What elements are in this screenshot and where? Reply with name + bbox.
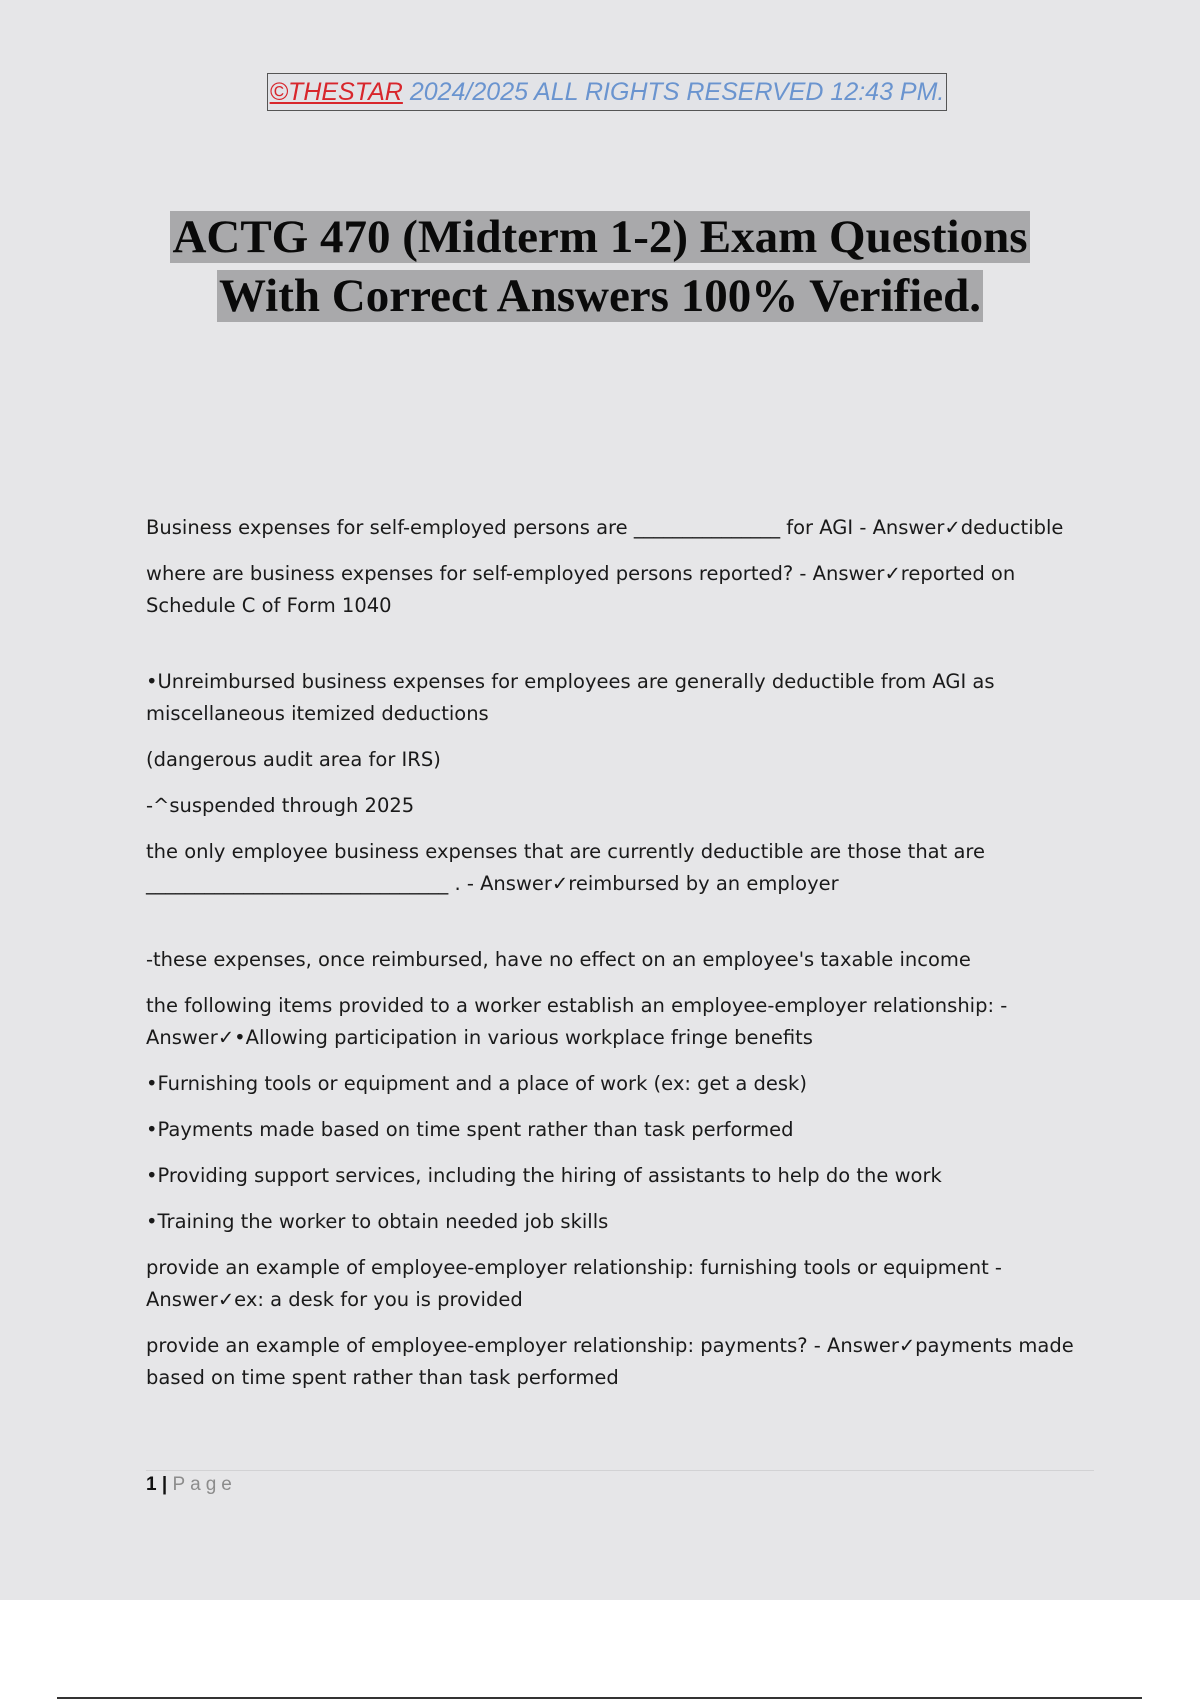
paragraph: provide an example of employee-employer relationship: furnishing tools or equipment - Answer✓ex: a desk for you is provided <box>146 1256 1002 1311</box>
paragraph: •Training the worker to obtain needed job skills <box>146 1210 609 1233</box>
paragraph: •Furnishing tools or equipment and a place of work (ex: get a desk) <box>146 1072 807 1095</box>
paragraph: •Unreimbursed business expenses for employees are generally deductible from AGI as miscellaneous itemized deductions <box>146 670 995 725</box>
paragraph: (dangerous audit area for IRS) <box>146 748 441 771</box>
question-list <box>146 512 1096 1408</box>
footer-divider <box>146 1470 1094 1471</box>
paragraph: -these expenses, once reimbursed, have no effect on an employee's taxable income <box>146 948 971 971</box>
page-number <box>146 1474 237 1496</box>
paragraph: where are business expenses for self-employed persons reported? - Answer✓reported on Schedule C of Form 1040 <box>146 562 1016 617</box>
title-line-2: With Correct Answers 100% Verified. <box>219 270 981 322</box>
title-line-1: ACTG 470 (Midterm 1-2) Exam Questions <box>172 211 1028 263</box>
paragraph: -^suspended through 2025 <box>146 794 415 817</box>
copyright-banner <box>267 73 947 111</box>
paragraph: the only employee business expenses that are currently deductible are those that are _______________________________ . - Answer✓reimbursed by an employer <box>146 840 986 895</box>
page-number-separator: | <box>156 1474 173 1495</box>
paragraph: •Providing support services, including the hiring of assistants to help do the work <box>146 1164 942 1187</box>
copyright-text: 2024/2025 ALL RIGHTS RESERVED 12:43 PM. <box>402 78 945 106</box>
page-number-value: 1 <box>146 1474 157 1495</box>
page-number-label: Page <box>172 1474 237 1495</box>
document-title <box>0 208 1200 326</box>
paragraph: provide an example of employee-employer relationship: payments? - Answer✓payments made based on time spent rather than task performed <box>146 1334 1074 1389</box>
paragraph: the following items provided to a worker establish an employee-employer relationship: - Answer✓•Allowing participation in various workplace fringe benefits <box>146 994 1008 1049</box>
paragraph: Business expenses for self-employed persons are _______________ for AGI - Answer✓deductible <box>146 516 1064 539</box>
bottom-divider <box>57 1697 1142 1699</box>
paragraph: •Payments made based on time spent rather than task performed <box>146 1118 794 1141</box>
copyright-brand: ©THESTAR <box>269 78 403 106</box>
